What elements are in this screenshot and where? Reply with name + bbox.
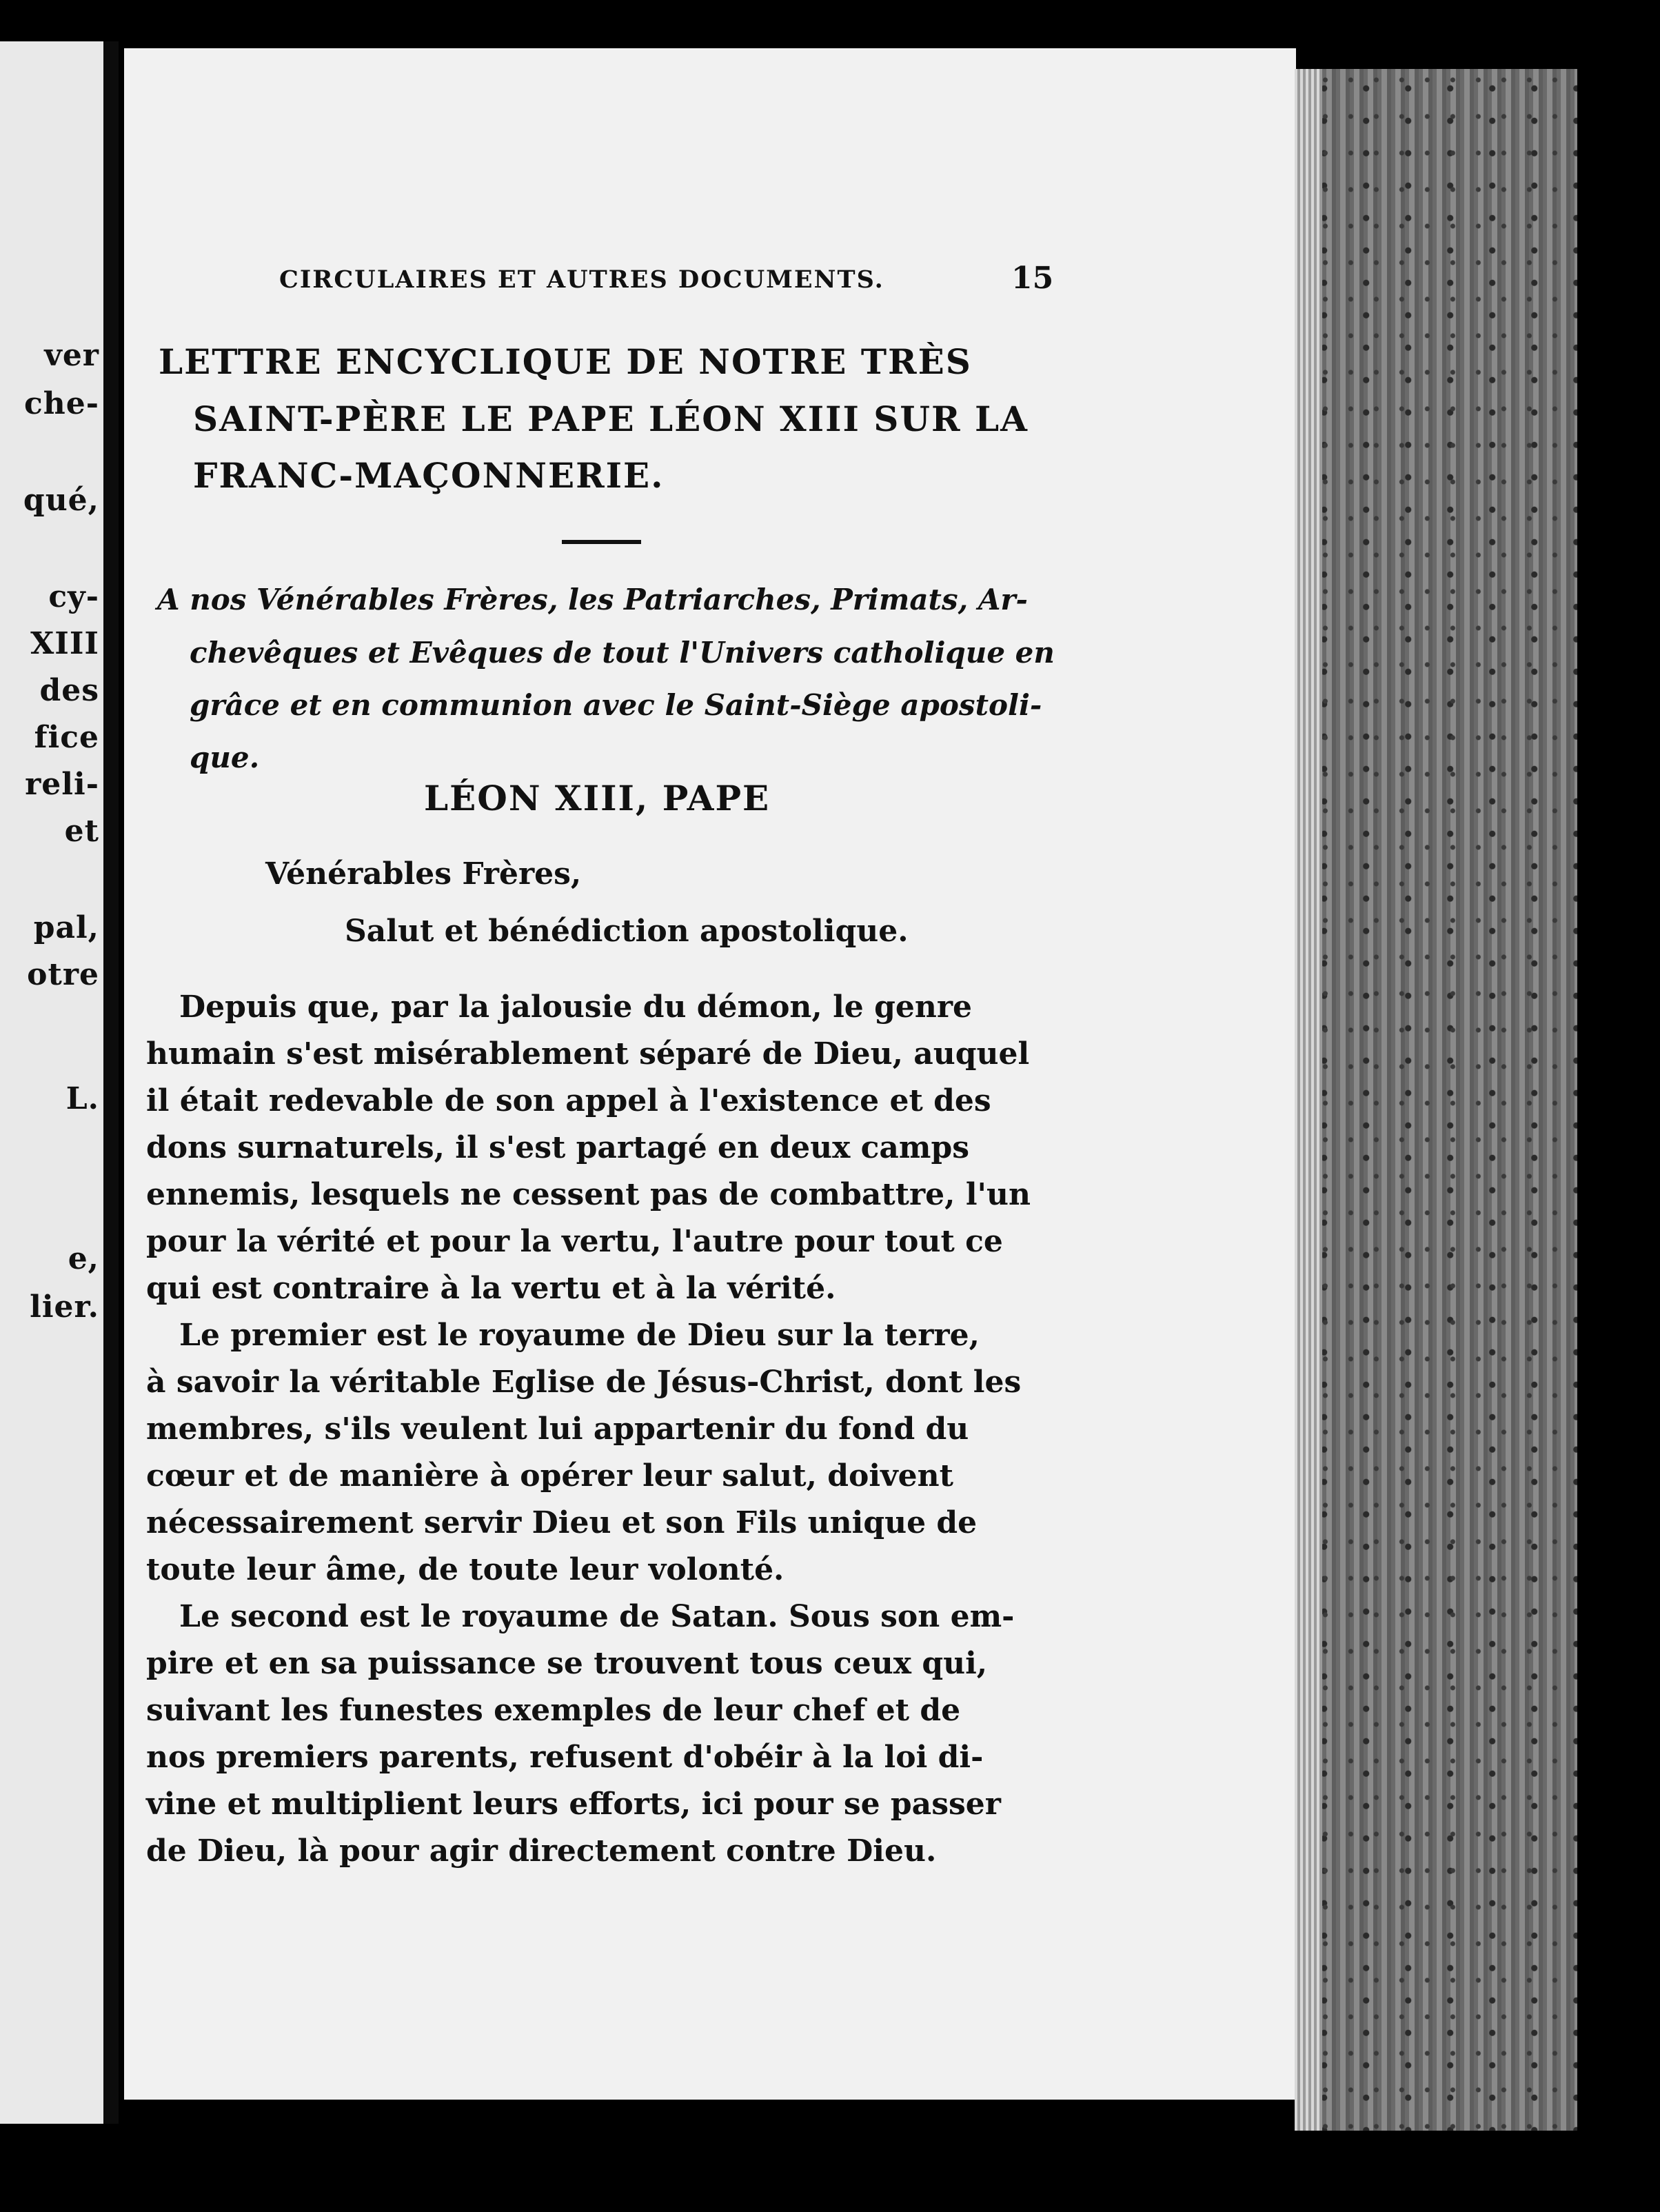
body-line: Le premier est le royaume de Dieu sur la terre,	[179, 1318, 980, 1353]
previous-page-line: cy-	[48, 579, 99, 614]
salutation-blessing: Salut et bénédiction apostolique.	[345, 914, 909, 949]
previous-page-line: che-	[23, 386, 99, 421]
title-line: FRANC-MAÇONNERIE.	[193, 455, 665, 496]
previous-page-line: et	[64, 814, 99, 849]
address-line: A nos Vénérables Frères, les Patriarches, Primats, Ar-	[157, 583, 1028, 616]
body-line: suivant les funestes exemples de leur chef et de	[146, 1693, 961, 1728]
gutter-shadow	[103, 41, 119, 2124]
title-rule	[562, 540, 641, 544]
previous-page-line: L.	[65, 1081, 99, 1116]
previous-page-line: qué,	[23, 483, 99, 518]
previous-page-line: lier.	[30, 1289, 99, 1325]
title-line: LETTRE ENCYCLIQUE DE NOTRE TRÈS	[159, 341, 972, 382]
running-head: CIRCULAIRES ET AUTRES DOCUMENTS.	[279, 265, 884, 294]
previous-page-line: fice	[34, 720, 99, 755]
previous-page-line: e,	[68, 1241, 99, 1276]
body-line: ennemis, lesquels ne cessent pas de combattre, l'un	[146, 1177, 1031, 1212]
address-line: que.	[190, 741, 260, 774]
previous-page-line: otre	[27, 957, 99, 992]
page-edge-strip	[1295, 69, 1322, 2131]
body-line: à savoir la véritable Eglise de Jésus-Christ, dont les	[146, 1365, 1022, 1400]
body-line: pire et en sa puissance se trouvent tous ceux qui,	[146, 1646, 988, 1681]
body-line: Depuis que, par la jalousie du démon, le genre	[179, 989, 973, 1025]
body-line: Le second est le royaume de Satan. Sous son em-	[179, 1599, 1015, 1634]
pope-heading: LÉON XIII, PAPE	[424, 778, 771, 818]
body-line: qui est contraire à la vertu et à la vérité.	[146, 1271, 836, 1306]
previous-page-line: reli-	[25, 767, 99, 802]
previous-page-line: ver	[44, 338, 99, 373]
body-line: cœur et de manière à opérer leur salut, doivent	[146, 1458, 953, 1494]
body-line: pour la vérité et pour la vertu, l'autre pour tout ce	[146, 1224, 1003, 1259]
address-line: grâce et en communion avec le Saint-Siège apostoli-	[190, 688, 1042, 722]
body-line: vine et multiplient leurs efforts, ici pour se passer	[146, 1787, 1001, 1822]
page-number: 15	[1011, 261, 1054, 296]
previous-page-fragment	[0, 41, 103, 2124]
body-line: dons surnaturels, il s'est partagé en deux camps	[146, 1130, 970, 1165]
previous-page-line: pal,	[33, 910, 99, 945]
body-line: il était redevable de son appel à l'existence et des	[146, 1083, 991, 1118]
body-line: humain s'est misérablement séparé de Dieu, auquel	[146, 1036, 1030, 1072]
previous-page-line: des	[39, 673, 99, 708]
previous-page-line: XIII	[30, 626, 99, 661]
address-line: chevêques et Evêques de tout l'Univers catholique en	[190, 636, 1055, 670]
body-line: de Dieu, là pour agir directement contre Dieu.	[146, 1833, 937, 1869]
salutation-greeting: Vénérables Frères,	[265, 856, 582, 892]
body-line: toute leur âme, de toute leur volonté.	[146, 1552, 785, 1587]
page-block-edge	[1295, 69, 1577, 2131]
title-line: SAINT-PÈRE LE PAPE LÉON XIII SUR LA	[193, 399, 1029, 439]
body-line: nos premiers parents, refusent d'obéir à la loi di-	[146, 1740, 984, 1775]
body-line: nécessairement servir Dieu et son Fils unique de	[146, 1505, 978, 1540]
body-line: membres, s'ils veulent lui appartenir du fond du	[146, 1411, 969, 1447]
